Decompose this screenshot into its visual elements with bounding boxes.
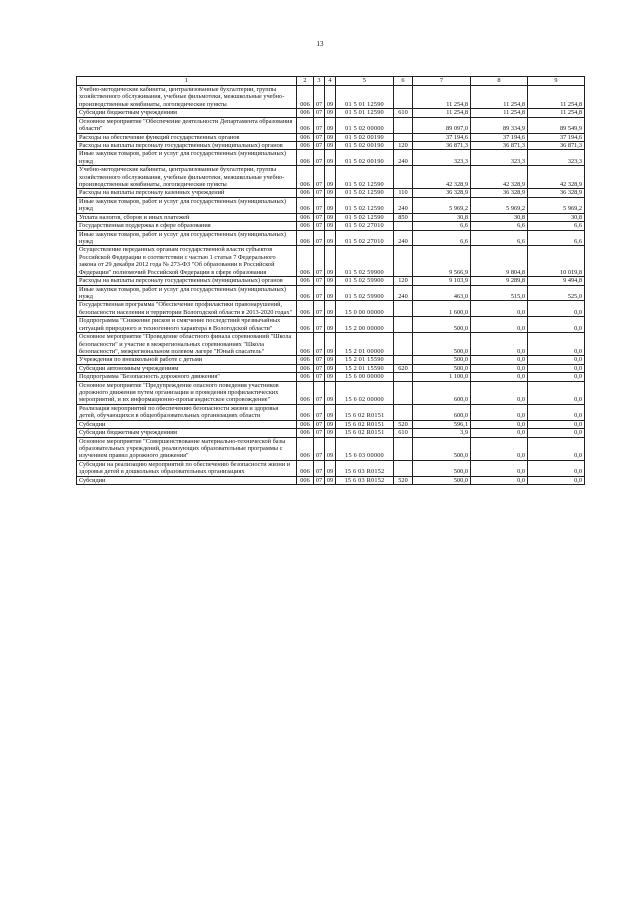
amount-year2-cell: 36 328,9 — [471, 189, 528, 197]
amount-year3-cell: 11 254,8 — [528, 109, 585, 117]
amount-year2-cell: 323,3 — [471, 150, 528, 166]
subsection-code-cell: 09 — [325, 285, 336, 301]
subsection-code-cell: 09 — [325, 117, 336, 133]
row-name-cell: Основное мероприятие "Совершенствование материально-технической базы образовательных учреждений, реализующих образовательные программы с изучением правил дорожного движения" — [77, 437, 297, 460]
row-name-cell: Субсидии на реализацию мероприятий по обеспечению безопасности жизни и здоровья детей в дошкольных образовательных организациях — [77, 460, 297, 476]
header-cell: 8 — [471, 77, 528, 86]
header-cell: 2 — [297, 77, 314, 86]
ministry-code-cell: 006 — [297, 429, 314, 437]
table-row — [77, 141, 585, 149]
target-article-cell: 01 5 02 12590 — [336, 197, 394, 213]
table-row — [77, 476, 585, 484]
amount-year2-cell: 0,0 — [471, 437, 528, 460]
section-code-cell: 07 — [314, 133, 325, 141]
amount-year2-cell: 6,6 — [471, 222, 528, 230]
target-article-cell: 01 5 02 00190 — [336, 150, 394, 166]
table-row — [77, 222, 585, 230]
subsection-code-cell: 09 — [325, 246, 336, 277]
amount-year1-cell: 42 328,9 — [413, 166, 471, 189]
expense-type-cell — [394, 437, 413, 460]
subsection-code-cell: 09 — [325, 381, 336, 404]
subsection-code-cell: 09 — [325, 429, 336, 437]
subsection-code-cell: 09 — [325, 166, 336, 189]
subsection-code-cell: 09 — [325, 373, 336, 381]
expense-type-cell — [394, 133, 413, 141]
amount-year3-cell: 30,8 — [528, 213, 585, 221]
target-article-cell: 01 5 02 00190 — [336, 133, 394, 141]
amount-year1-cell: 89 097,0 — [413, 117, 471, 133]
subsection-code-cell: 09 — [325, 404, 336, 420]
table-row — [77, 150, 585, 166]
target-article-cell: 01 5 01 12590 — [336, 86, 394, 109]
amount-year3-cell: 0,0 — [528, 420, 585, 428]
amount-year3-cell: 323,3 — [528, 150, 585, 166]
amount-year2-cell: 0,0 — [471, 301, 528, 317]
amount-year2-cell: 89 334,9 — [471, 117, 528, 133]
section-code-cell: 07 — [314, 166, 325, 189]
row-name-cell: Подпрограмма "Безопасность дорожного движения" — [77, 373, 297, 381]
amount-year2-cell: 9 804,8 — [471, 246, 528, 277]
row-name-cell: Осуществление переданных органам государственной власти субъектов Российской Федерации в соответствии с частью 1 статьи 7 Федерального закона от 29 декабря 2012 года № 273-ФЗ "Об образовании в Российской Федерации" полномочий Российской Федерации в сфере образования — [77, 246, 297, 277]
amount-year2-cell: 0,0 — [471, 333, 528, 356]
amount-year1-cell: 596,1 — [413, 420, 471, 428]
amount-year2-cell: 9 289,8 — [471, 277, 528, 285]
target-article-cell: 01 5 02 00000 — [336, 117, 394, 133]
expense-type-cell: 850 — [394, 213, 413, 221]
section-code-cell: 07 — [314, 86, 325, 109]
subsection-code-cell: 09 — [325, 133, 336, 141]
expense-type-cell — [394, 86, 413, 109]
target-article-cell: 01 5 02 27010 — [336, 230, 394, 246]
subsection-code-cell: 09 — [325, 213, 336, 221]
section-code-cell: 07 — [314, 230, 325, 246]
amount-year2-cell: 0,0 — [471, 404, 528, 420]
row-name-cell: Иные закупки товаров, работ и услуг для государственных (муниципальных) нужд — [77, 285, 297, 301]
amount-year1-cell: 500,0 — [413, 364, 471, 372]
subsection-code-cell: 09 — [325, 437, 336, 460]
section-code-cell: 07 — [314, 189, 325, 197]
amount-year3-cell: 0,0 — [528, 333, 585, 356]
target-article-cell: 01 5 02 12590 — [336, 166, 394, 189]
table-row — [77, 460, 585, 476]
amount-year3-cell: 42 328,9 — [528, 166, 585, 189]
ministry-code-cell: 006 — [297, 213, 314, 221]
amount-year3-cell: 5 969,2 — [528, 197, 585, 213]
table-row — [77, 285, 585, 301]
row-name-cell: Субсидии бюджетным учреждениям — [77, 429, 297, 437]
table-row — [77, 301, 585, 317]
amount-year2-cell: 0,0 — [471, 476, 528, 484]
row-name-cell: Субсидии — [77, 476, 297, 484]
amount-year2-cell: 0,0 — [471, 420, 528, 428]
amount-year3-cell: 0,0 — [528, 317, 585, 333]
expense-type-cell — [394, 356, 413, 364]
expense-type-cell — [394, 381, 413, 404]
section-code-cell: 07 — [314, 333, 325, 356]
row-name-cell: Государственная поддержка в сфере образования — [77, 222, 297, 230]
row-name-cell: Субсидии бюджетным учреждениям — [77, 109, 297, 117]
section-code-cell: 07 — [314, 285, 325, 301]
amount-year2-cell: 0,0 — [471, 356, 528, 364]
section-code-cell: 07 — [314, 429, 325, 437]
amount-year1-cell: 463,0 — [413, 285, 471, 301]
table-row — [77, 437, 585, 460]
ministry-code-cell: 006 — [297, 301, 314, 317]
amount-year2-cell: 42 328,9 — [471, 166, 528, 189]
ministry-code-cell: 006 — [297, 437, 314, 460]
amount-year3-cell: 36 871,3 — [528, 141, 585, 149]
row-name-cell: Основное мероприятие "Проведение областного финала соревнований "Школа безопасности" и участие в межрегиональных соревнованиях "Школа безопасности", межрегиональном полевом лагере "Юный спасатель" — [77, 333, 297, 356]
row-name-cell: Расходы на выплаты персоналу казенных учреждений — [77, 189, 297, 197]
ministry-code-cell: 006 — [297, 381, 314, 404]
target-article-cell: 15 2 01 15590 — [336, 356, 394, 364]
section-code-cell: 07 — [314, 301, 325, 317]
row-name-cell: Основное мероприятие "Обеспечение деятельности Департамента образования области" — [77, 117, 297, 133]
amount-year3-cell: 9 494,8 — [528, 277, 585, 285]
expense-type-cell: 610 — [394, 429, 413, 437]
expense-type-cell: 240 — [394, 197, 413, 213]
section-code-cell: 07 — [314, 381, 325, 404]
ministry-code-cell: 006 — [297, 141, 314, 149]
row-name-cell: Учреждения по внешкольной работе с детьми — [77, 356, 297, 364]
amount-year1-cell: 500,0 — [413, 460, 471, 476]
table-row — [77, 133, 585, 141]
target-article-cell: 15 6 02 R0151 — [336, 404, 394, 420]
target-article-cell: 01 5 02 59900 — [336, 285, 394, 301]
amount-year1-cell: 323,3 — [413, 150, 471, 166]
ministry-code-cell: 006 — [297, 133, 314, 141]
header-row — [77, 77, 585, 86]
ministry-code-cell: 006 — [297, 404, 314, 420]
amount-year3-cell: 89 549,9 — [528, 117, 585, 133]
page-number: 13 — [316, 40, 324, 48]
amount-year3-cell: 10 019,8 — [528, 246, 585, 277]
amount-year3-cell: 36 328,9 — [528, 189, 585, 197]
ministry-code-cell: 006 — [297, 333, 314, 356]
ministry-code-cell: 006 — [297, 222, 314, 230]
amount-year3-cell: 0,0 — [528, 373, 585, 381]
amount-year2-cell: 0,0 — [471, 317, 528, 333]
section-code-cell: 07 — [314, 437, 325, 460]
amount-year1-cell: 1 100,0 — [413, 373, 471, 381]
table-row — [77, 364, 585, 372]
row-name-cell: Основное мероприятие "Предупреждение опасного поведения участников дорожного движения путем организации и проведения профилактических мероприятий, и их информационно-пропагандистское сопровождение" — [77, 381, 297, 404]
section-code-cell: 07 — [314, 373, 325, 381]
expense-type-cell — [394, 317, 413, 333]
target-article-cell: 01 5 01 12590 — [336, 109, 394, 117]
table-row — [77, 86, 585, 109]
section-code-cell: 07 — [314, 197, 325, 213]
amount-year1-cell: 37 194,6 — [413, 133, 471, 141]
expense-type-cell — [394, 460, 413, 476]
header-cell: 1 — [77, 77, 297, 86]
table-row — [77, 420, 585, 428]
amount-year1-cell: 9 566,9 — [413, 246, 471, 277]
amount-year2-cell: 0,0 — [471, 429, 528, 437]
amount-year3-cell: 0,0 — [528, 404, 585, 420]
target-article-cell: 15 6 03 R0152 — [336, 476, 394, 484]
section-code-cell: 07 — [314, 364, 325, 372]
amount-year2-cell: 6,6 — [471, 230, 528, 246]
amount-year1-cell: 500,0 — [413, 333, 471, 356]
section-code-cell: 07 — [314, 246, 325, 277]
amount-year1-cell: 600,0 — [413, 381, 471, 404]
row-name-cell: Субсидии — [77, 420, 297, 428]
row-name-cell: Реализация мероприятий по обеспечению безопасности жизни и здоровья детей, обучающихся в общеобразовательных организациях области — [77, 404, 297, 420]
subsection-code-cell: 09 — [325, 364, 336, 372]
amount-year1-cell: 500,0 — [413, 317, 471, 333]
section-code-cell: 07 — [314, 277, 325, 285]
target-article-cell: 15 2 00 00000 — [336, 317, 394, 333]
section-code-cell: 07 — [314, 150, 325, 166]
section-code-cell: 07 — [314, 141, 325, 149]
subsection-code-cell: 09 — [325, 109, 336, 117]
amount-year3-cell: 0,0 — [528, 301, 585, 317]
amount-year2-cell: 0,0 — [471, 364, 528, 372]
expense-type-cell — [394, 222, 413, 230]
target-article-cell: 01 5 02 59900 — [336, 246, 394, 277]
row-name-cell: Иные закупки товаров, работ и услуг для государственных (муниципальных) нужд — [77, 230, 297, 246]
row-name-cell: Расходы на выплаты персоналу государственных (муниципальных) органов — [77, 141, 297, 149]
subsection-code-cell: 09 — [325, 230, 336, 246]
expense-type-cell: 110 — [394, 189, 413, 197]
subsection-code-cell: 09 — [325, 197, 336, 213]
expense-type-cell: 520 — [394, 476, 413, 484]
ministry-code-cell: 006 — [297, 197, 314, 213]
amount-year1-cell: 1 600,0 — [413, 301, 471, 317]
target-article-cell: 01 5 02 12590 — [336, 189, 394, 197]
ministry-code-cell: 006 — [297, 117, 314, 133]
expense-type-cell — [394, 301, 413, 317]
ministry-code-cell: 006 — [297, 150, 314, 166]
subsection-code-cell: 09 — [325, 86, 336, 109]
table-row — [77, 246, 585, 277]
header-cell: 5 — [336, 77, 394, 86]
amount-year1-cell: 500,0 — [413, 476, 471, 484]
target-article-cell: 01 5 02 00190 — [336, 141, 394, 149]
ministry-code-cell: 006 — [297, 373, 314, 381]
amount-year1-cell: 36 871,3 — [413, 141, 471, 149]
amount-year3-cell: 0,0 — [528, 476, 585, 484]
row-name-cell: Подпрограмма "Снижение рисков и смягчение последствий чрезвычайных ситуаций природного и техногенного характера в Вологодской области" — [77, 317, 297, 333]
amount-year3-cell: 0,0 — [528, 356, 585, 364]
expense-type-cell — [394, 117, 413, 133]
target-article-cell: 15 6 02 R0151 — [336, 420, 394, 428]
amount-year2-cell: 37 194,6 — [471, 133, 528, 141]
table-row — [77, 189, 585, 197]
section-code-cell: 07 — [314, 109, 325, 117]
amount-year3-cell: 0,0 — [528, 437, 585, 460]
amount-year1-cell: 3,9 — [413, 429, 471, 437]
target-article-cell: 15 6 03 00000 — [336, 437, 394, 460]
table-row — [77, 356, 585, 364]
row-name-cell: Учебно-методические кабинеты, централизованные бухгалтерии, группы хозяйственного обслуживания, учебные фильмотеки, межшкольные учебно-производственные комбинаты, логопедические пункты — [77, 86, 297, 109]
amount-year3-cell: 11 254,8 — [528, 86, 585, 109]
ministry-code-cell: 006 — [297, 317, 314, 333]
amount-year1-cell: 30,8 — [413, 213, 471, 221]
header-cell: 3 — [314, 77, 325, 86]
expense-type-cell: 240 — [394, 230, 413, 246]
table-row — [77, 381, 585, 404]
amount-year3-cell: 0,0 — [528, 429, 585, 437]
ministry-code-cell: 006 — [297, 420, 314, 428]
table-row — [77, 333, 585, 356]
amount-year2-cell: 36 871,3 — [471, 141, 528, 149]
amount-year1-cell: 6,6 — [413, 222, 471, 230]
table-row — [77, 404, 585, 420]
section-code-cell: 07 — [314, 404, 325, 420]
header-cell: 7 — [413, 77, 471, 86]
header-cell: 9 — [528, 77, 585, 86]
amount-year2-cell: 5 969,2 — [471, 197, 528, 213]
budget-table — [76, 76, 585, 485]
target-article-cell: 15 6 03 R0152 — [336, 460, 394, 476]
amount-year1-cell: 600,0 — [413, 404, 471, 420]
subsection-code-cell: 09 — [325, 317, 336, 333]
row-name-cell: Расходы на выплаты персоналу государственных (муниципальных) органов — [77, 277, 297, 285]
amount-year3-cell: 0,0 — [528, 460, 585, 476]
subsection-code-cell: 09 — [325, 460, 336, 476]
ministry-code-cell: 006 — [297, 166, 314, 189]
amount-year3-cell: 6,6 — [528, 222, 585, 230]
ministry-code-cell: 006 — [297, 230, 314, 246]
ministry-code-cell: 006 — [297, 109, 314, 117]
target-article-cell: 15 2 01 00000 — [336, 333, 394, 356]
table-row — [77, 317, 585, 333]
amount-year3-cell: 0,0 — [528, 381, 585, 404]
expense-type-cell — [394, 166, 413, 189]
row-name-cell: Расходы на обеспечение функций государственных органов — [77, 133, 297, 141]
amount-year3-cell: 37 194,6 — [528, 133, 585, 141]
section-code-cell: 07 — [314, 476, 325, 484]
amount-year2-cell: 30,8 — [471, 213, 528, 221]
expense-type-cell: 240 — [394, 150, 413, 166]
target-article-cell: 15 0 00 00000 — [336, 301, 394, 317]
table-row — [77, 109, 585, 117]
row-name-cell: Учебно-методические кабинеты, централизованные бухгалтерии, группы хозяйственного обслуживания, учебные фильмотеки, межшкольные учебно-производственные комбинаты, логопедические пункты — [77, 166, 297, 189]
ministry-code-cell: 006 — [297, 460, 314, 476]
subsection-code-cell: 09 — [325, 141, 336, 149]
amount-year2-cell: 0,0 — [471, 381, 528, 404]
amount-year2-cell: 515,0 — [471, 285, 528, 301]
target-article-cell: 15 6 02 00000 — [336, 381, 394, 404]
table-row — [77, 230, 585, 246]
expense-type-cell — [394, 246, 413, 277]
amount-year2-cell: 0,0 — [471, 373, 528, 381]
expense-type-cell: 120 — [394, 277, 413, 285]
expense-type-cell: 120 — [394, 141, 413, 149]
ministry-code-cell: 006 — [297, 277, 314, 285]
subsection-code-cell: 09 — [325, 420, 336, 428]
subsection-code-cell: 09 — [325, 150, 336, 166]
target-article-cell: 15 6 00 00000 — [336, 373, 394, 381]
row-name-cell: Иные закупки товаров, работ и услуг для государственных (муниципальных) нужд — [77, 150, 297, 166]
ministry-code-cell: 006 — [297, 189, 314, 197]
subsection-code-cell: 09 — [325, 476, 336, 484]
header-cell: 6 — [394, 77, 413, 86]
target-article-cell: 15 2 01 15590 — [336, 364, 394, 372]
table-row — [77, 277, 585, 285]
amount-year1-cell: 11 254,8 — [413, 86, 471, 109]
expense-type-cell: 620 — [394, 364, 413, 372]
table-row — [77, 213, 585, 221]
amount-year2-cell: 0,0 — [471, 460, 528, 476]
section-code-cell: 07 — [314, 356, 325, 364]
table-row — [77, 373, 585, 381]
row-name-cell: Иные закупки товаров, работ и услуг для государственных (муниципальных) нужд — [77, 197, 297, 213]
header-cell: 4 — [325, 77, 336, 86]
subsection-code-cell: 09 — [325, 333, 336, 356]
amount-year1-cell: 36 328,9 — [413, 189, 471, 197]
amount-year3-cell: 0,0 — [528, 364, 585, 372]
section-code-cell: 07 — [314, 317, 325, 333]
expense-type-cell — [394, 373, 413, 381]
amount-year1-cell: 9 103,9 — [413, 277, 471, 285]
subsection-code-cell: 09 — [325, 301, 336, 317]
section-code-cell: 07 — [314, 460, 325, 476]
subsection-code-cell: 09 — [325, 356, 336, 364]
section-code-cell: 07 — [314, 213, 325, 221]
amount-year2-cell: 11 254,8 — [471, 109, 528, 117]
target-article-cell: 15 6 02 R0151 — [336, 429, 394, 437]
section-code-cell: 07 — [314, 222, 325, 230]
row-name-cell: Уплата налогов, сборов и иных платежей — [77, 213, 297, 221]
amount-year3-cell: 6,6 — [528, 230, 585, 246]
target-article-cell: 01 5 02 27010 — [336, 222, 394, 230]
subsection-code-cell: 09 — [325, 189, 336, 197]
subsection-code-cell: 09 — [325, 277, 336, 285]
amount-year1-cell: 5 969,2 — [413, 197, 471, 213]
expense-type-cell: 520 — [394, 420, 413, 428]
amount-year1-cell: 11 254,8 — [413, 109, 471, 117]
ministry-code-cell: 006 — [297, 285, 314, 301]
amount-year1-cell: 500,0 — [413, 356, 471, 364]
expense-type-cell — [394, 404, 413, 420]
table-row — [77, 117, 585, 133]
expense-type-cell — [394, 333, 413, 356]
amount-year2-cell: 11 254,8 — [471, 86, 528, 109]
table-row — [77, 429, 585, 437]
ministry-code-cell: 006 — [297, 246, 314, 277]
section-code-cell: 07 — [314, 420, 325, 428]
subsection-code-cell: 09 — [325, 222, 336, 230]
ministry-code-cell: 006 — [297, 476, 314, 484]
ministry-code-cell: 006 — [297, 86, 314, 109]
section-code-cell: 07 — [314, 117, 325, 133]
ministry-code-cell: 006 — [297, 364, 314, 372]
target-article-cell: 01 5 02 59900 — [336, 277, 394, 285]
table-row — [77, 166, 585, 189]
amount-year1-cell: 6,6 — [413, 230, 471, 246]
amount-year3-cell: 525,0 — [528, 285, 585, 301]
target-article-cell: 01 5 02 12590 — [336, 213, 394, 221]
expense-type-cell: 240 — [394, 285, 413, 301]
row-name-cell: Государственная программа "Обеспечение профилактики правонарушений, безопасности населения и территории Вологодской области в 2013-2020 годах" — [77, 301, 297, 317]
expense-type-cell: 610 — [394, 109, 413, 117]
ministry-code-cell: 006 — [297, 356, 314, 364]
row-name-cell: Субсидии автономным учреждениям — [77, 364, 297, 372]
table-row — [77, 197, 585, 213]
amount-year1-cell: 500,0 — [413, 437, 471, 460]
